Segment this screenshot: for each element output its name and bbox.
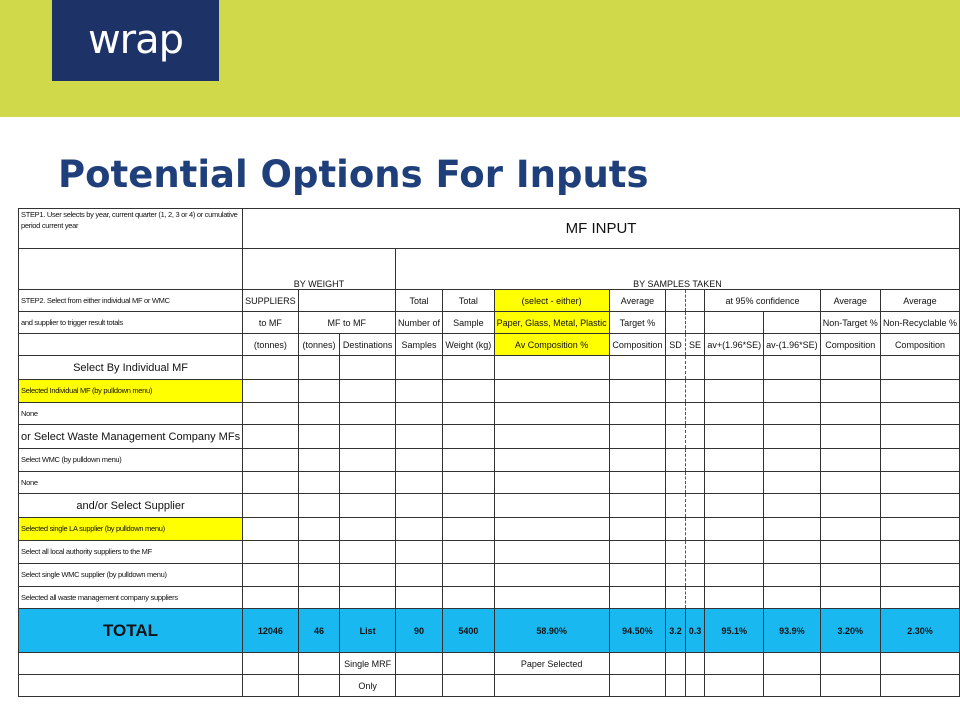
empty-cell — [685, 403, 705, 425]
empty-cell — [685, 518, 705, 541]
empty-cell — [340, 494, 395, 518]
empty-cell — [820, 587, 880, 609]
col-av-plus: av+(1.96*SE) — [705, 334, 764, 356]
empty-cell — [494, 675, 609, 697]
section-wmc: or Select Waste Management Company MFs — [19, 425, 243, 449]
empty-cell — [666, 380, 686, 403]
empty-cell — [243, 541, 299, 564]
empty-cell — [443, 541, 494, 564]
empty-cell — [685, 541, 705, 564]
total-sd: 3.2 — [666, 609, 686, 653]
empty-cell — [764, 449, 821, 472]
empty-cell — [340, 518, 395, 541]
empty-cell — [880, 425, 959, 449]
by-weight-heading: BY WEIGHT — [243, 249, 396, 290]
empty-cell — [820, 403, 880, 425]
empty-cell — [298, 541, 340, 564]
empty-cell — [298, 653, 340, 675]
empty-cell — [685, 675, 705, 697]
empty-cell — [685, 472, 705, 494]
empty-cell — [243, 675, 299, 697]
empty-cell — [340, 587, 395, 609]
empty-cell — [19, 675, 243, 697]
empty-cell — [705, 564, 764, 587]
col-select-either-2: Paper, Glass, Metal, Plastic — [494, 312, 609, 334]
single-wmc-option[interactable]: Select single WMC supplier (by pulldown menu) — [19, 564, 243, 587]
empty-cell — [609, 541, 666, 564]
empty-cell — [395, 541, 442, 564]
empty-cell — [340, 403, 395, 425]
col-select-either-1: (select - either) — [494, 290, 609, 312]
empty-cell — [243, 587, 299, 609]
empty-cell — [666, 653, 686, 675]
empty-cell — [609, 425, 666, 449]
empty-cell — [666, 472, 686, 494]
empty-cell — [340, 472, 395, 494]
empty-cell — [494, 449, 609, 472]
total-av-minus: 93.9% — [764, 609, 821, 653]
empty-cell — [243, 472, 299, 494]
empty-cell — [494, 356, 609, 380]
empty-cell — [666, 403, 686, 425]
total-suppliers: 12046 — [243, 609, 299, 653]
empty-cell — [443, 425, 494, 449]
col-destinations: Destinations — [340, 334, 395, 356]
empty-cell — [666, 425, 686, 449]
empty-cell — [764, 653, 821, 675]
empty-cell — [820, 494, 880, 518]
empty-cell — [880, 653, 959, 675]
empty-cell — [443, 403, 494, 425]
total-non-target: 3.20% — [820, 609, 880, 653]
empty-cell — [764, 518, 821, 541]
none-option-mf[interactable]: None — [19, 403, 243, 425]
empty-cell — [820, 653, 880, 675]
empty-cell — [19, 334, 243, 356]
empty-cell — [395, 494, 442, 518]
empty-cell — [340, 380, 395, 403]
col-se: SE — [685, 334, 705, 356]
col-suppliers-2: to MF — [243, 312, 299, 334]
empty-cell — [685, 312, 705, 334]
empty-cell — [609, 564, 666, 587]
empty-cell — [609, 403, 666, 425]
select-wmc-option[interactable]: Select WMC (by pulldown menu) — [19, 449, 243, 472]
empty-cell — [820, 675, 880, 697]
empty-cell — [395, 675, 442, 697]
empty-cell — [764, 312, 821, 334]
empty-cell — [395, 587, 442, 609]
empty-cell — [443, 653, 494, 675]
single-la-option[interactable]: Selected single LA supplier (by pulldown menu) — [19, 518, 243, 541]
empty-cell — [764, 380, 821, 403]
selected-mf-option[interactable]: Selected Individual MF (by pulldown menu) — [19, 380, 243, 403]
empty-cell — [685, 356, 705, 380]
empty-cell — [764, 494, 821, 518]
col-confidence: at 95% confidence — [705, 290, 820, 312]
empty-cell — [666, 675, 686, 697]
empty-cell — [395, 564, 442, 587]
empty-cell — [298, 290, 395, 312]
col-total-sample-3: Weight (kg) — [443, 334, 494, 356]
empty-cell — [820, 356, 880, 380]
step1-text: STEP1. User selects by year, current quarter (1, 2, 3 or 4) or cumulative period current year — [19, 209, 243, 249]
section-supplier: and/or Select Supplier — [19, 494, 243, 518]
empty-cell — [666, 449, 686, 472]
empty-cell — [685, 653, 705, 675]
empty-cell — [443, 449, 494, 472]
empty-cell — [298, 518, 340, 541]
empty-cell — [764, 564, 821, 587]
page-title: Potential Options For Inputs — [58, 153, 649, 196]
empty-cell — [705, 675, 764, 697]
col-sd: SD — [666, 334, 686, 356]
empty-cell — [298, 472, 340, 494]
empty-cell — [494, 587, 609, 609]
empty-cell — [764, 356, 821, 380]
empty-cell — [880, 541, 959, 564]
empty-cell — [395, 472, 442, 494]
total-av-plus: 95.1% — [705, 609, 764, 653]
empty-cell — [666, 290, 686, 312]
empty-cell — [764, 425, 821, 449]
only-note: Only — [340, 675, 395, 697]
col-average-target-1: Average — [609, 290, 666, 312]
total-non-recyclable: 2.30% — [880, 609, 959, 653]
col-non-target-2: Non-Target % — [820, 312, 880, 334]
empty-cell — [880, 356, 959, 380]
empty-cell — [494, 541, 609, 564]
empty-cell — [609, 449, 666, 472]
col-non-target-3: Composition — [820, 334, 880, 356]
empty-cell — [705, 518, 764, 541]
empty-cell — [340, 564, 395, 587]
col-average-target-3: Composition — [609, 334, 666, 356]
col-non-recyclable-2: Non-Recyclable % — [880, 312, 959, 334]
empty-cell — [395, 449, 442, 472]
col-non-target-1: Average — [820, 290, 880, 312]
total-weight: 5400 — [443, 609, 494, 653]
total-mf-to-mf: 46 — [298, 609, 340, 653]
empty-cell — [764, 541, 821, 564]
empty-cell — [395, 518, 442, 541]
total-av-composition: 58.90% — [494, 609, 609, 653]
empty-cell — [494, 425, 609, 449]
empty-cell — [880, 564, 959, 587]
empty-cell — [395, 653, 442, 675]
empty-cell — [243, 403, 299, 425]
total-label: TOTAL — [19, 609, 243, 653]
empty-cell — [666, 312, 686, 334]
step2-text: STEP2. Select from either individual MF or WMC — [19, 290, 243, 312]
empty-cell — [685, 380, 705, 403]
empty-cell — [764, 472, 821, 494]
total-samples: 90 — [395, 609, 442, 653]
empty-cell — [666, 587, 686, 609]
empty-cell — [395, 356, 442, 380]
empty-cell — [395, 380, 442, 403]
empty-cell — [764, 403, 821, 425]
empty-cell — [443, 518, 494, 541]
empty-cell — [609, 675, 666, 697]
empty-cell — [880, 494, 959, 518]
empty-cell — [443, 356, 494, 380]
col-total-number-1: Total — [395, 290, 442, 312]
empty-cell — [666, 494, 686, 518]
col-av-minus: av-(1.96*SE) — [764, 334, 821, 356]
empty-cell — [243, 653, 299, 675]
total-destinations: List — [340, 609, 395, 653]
empty-cell — [494, 494, 609, 518]
empty-cell — [820, 564, 880, 587]
empty-cell — [666, 518, 686, 541]
empty-cell — [705, 587, 764, 609]
mf-input-heading: MF INPUT — [243, 209, 960, 249]
empty-cell — [340, 541, 395, 564]
col-non-recyclable-1: Average — [880, 290, 959, 312]
header-banner — [0, 0, 960, 117]
col-non-recyclable-3: Composition — [880, 334, 959, 356]
col-total-number-3: Samples — [395, 334, 442, 356]
empty-cell — [880, 587, 959, 609]
empty-cell — [820, 518, 880, 541]
empty-cell — [820, 541, 880, 564]
empty-cell — [494, 472, 609, 494]
empty-cell — [705, 312, 764, 334]
empty-cell — [494, 518, 609, 541]
empty-cell — [395, 425, 442, 449]
mf-input-sheet — [18, 208, 960, 697]
empty-cell — [685, 290, 705, 312]
empty-cell — [395, 403, 442, 425]
step2b-text: and supplier to trigger result totals — [19, 312, 243, 334]
empty-cell — [494, 380, 609, 403]
empty-cell — [705, 403, 764, 425]
empty-cell — [880, 403, 959, 425]
empty-cell — [705, 653, 764, 675]
all-la-option[interactable]: Select all local authority suppliers to the MF — [19, 541, 243, 564]
empty-cell — [666, 356, 686, 380]
empty-cell — [880, 518, 959, 541]
empty-cell — [705, 380, 764, 403]
empty-cell — [243, 494, 299, 518]
empty-cell — [494, 403, 609, 425]
col-suppliers-1: SUPPLIERS — [243, 290, 299, 312]
empty-cell — [19, 249, 243, 290]
empty-cell — [880, 675, 959, 697]
empty-cell — [685, 425, 705, 449]
empty-cell — [443, 564, 494, 587]
empty-cell — [340, 425, 395, 449]
empty-cell — [685, 449, 705, 472]
col-suppliers-3: (tonnes) — [243, 334, 299, 356]
by-samples-heading: BY SAMPLES TAKEN — [395, 249, 959, 290]
empty-cell — [340, 449, 395, 472]
section-individual-mf: Select By Individual MF — [19, 356, 243, 380]
empty-cell — [609, 653, 666, 675]
empty-cell — [243, 425, 299, 449]
empty-cell — [298, 449, 340, 472]
empty-cell — [298, 675, 340, 697]
empty-cell — [820, 380, 880, 403]
col-total-number-2: Number of — [395, 312, 442, 334]
empty-cell — [298, 494, 340, 518]
empty-cell — [705, 472, 764, 494]
empty-cell — [705, 425, 764, 449]
none-option-wmc[interactable]: None — [19, 472, 243, 494]
empty-cell — [685, 587, 705, 609]
col-mf-to-mf-1: MF to MF — [298, 312, 395, 334]
empty-cell — [443, 587, 494, 609]
col-total-sample-1: Total — [443, 290, 494, 312]
empty-cell — [705, 449, 764, 472]
empty-cell — [340, 356, 395, 380]
empty-cell — [705, 541, 764, 564]
empty-cell — [298, 587, 340, 609]
wrap-logo: wrap — [52, 0, 219, 81]
single-mrf-note: Single MRF — [340, 653, 395, 675]
empty-cell — [443, 380, 494, 403]
empty-cell — [880, 449, 959, 472]
empty-cell — [764, 587, 821, 609]
empty-cell — [609, 380, 666, 403]
col-select-either-3: Av Composition % — [494, 334, 609, 356]
empty-cell — [243, 380, 299, 403]
empty-cell — [609, 587, 666, 609]
empty-cell — [609, 356, 666, 380]
total-se: 0.3 — [685, 609, 705, 653]
empty-cell — [243, 564, 299, 587]
empty-cell — [298, 380, 340, 403]
col-total-sample-2: Sample — [443, 312, 494, 334]
empty-cell — [494, 564, 609, 587]
empty-cell — [243, 449, 299, 472]
empty-cell — [298, 356, 340, 380]
empty-cell — [880, 472, 959, 494]
empty-cell — [443, 472, 494, 494]
empty-cell — [705, 494, 764, 518]
empty-cell — [880, 380, 959, 403]
empty-cell — [609, 472, 666, 494]
empty-cell — [609, 494, 666, 518]
empty-cell — [243, 356, 299, 380]
empty-cell — [685, 564, 705, 587]
empty-cell — [666, 564, 686, 587]
col-mf-to-mf-2: (tonnes) — [298, 334, 340, 356]
empty-cell — [764, 675, 821, 697]
empty-cell — [820, 425, 880, 449]
empty-cell — [243, 518, 299, 541]
empty-cell — [19, 653, 243, 675]
paper-selected-note: Paper Selected — [494, 653, 609, 675]
all-wmc-option[interactable]: Selected all waste management company suppliers — [19, 587, 243, 609]
empty-cell — [298, 403, 340, 425]
empty-cell — [298, 564, 340, 587]
empty-cell — [609, 518, 666, 541]
empty-cell — [820, 449, 880, 472]
empty-cell — [666, 541, 686, 564]
empty-cell — [820, 472, 880, 494]
empty-cell — [443, 675, 494, 697]
empty-cell — [685, 494, 705, 518]
empty-cell — [705, 356, 764, 380]
empty-cell — [443, 494, 494, 518]
total-target: 94.50% — [609, 609, 666, 653]
col-average-target-2: Target % — [609, 312, 666, 334]
empty-cell — [298, 425, 340, 449]
